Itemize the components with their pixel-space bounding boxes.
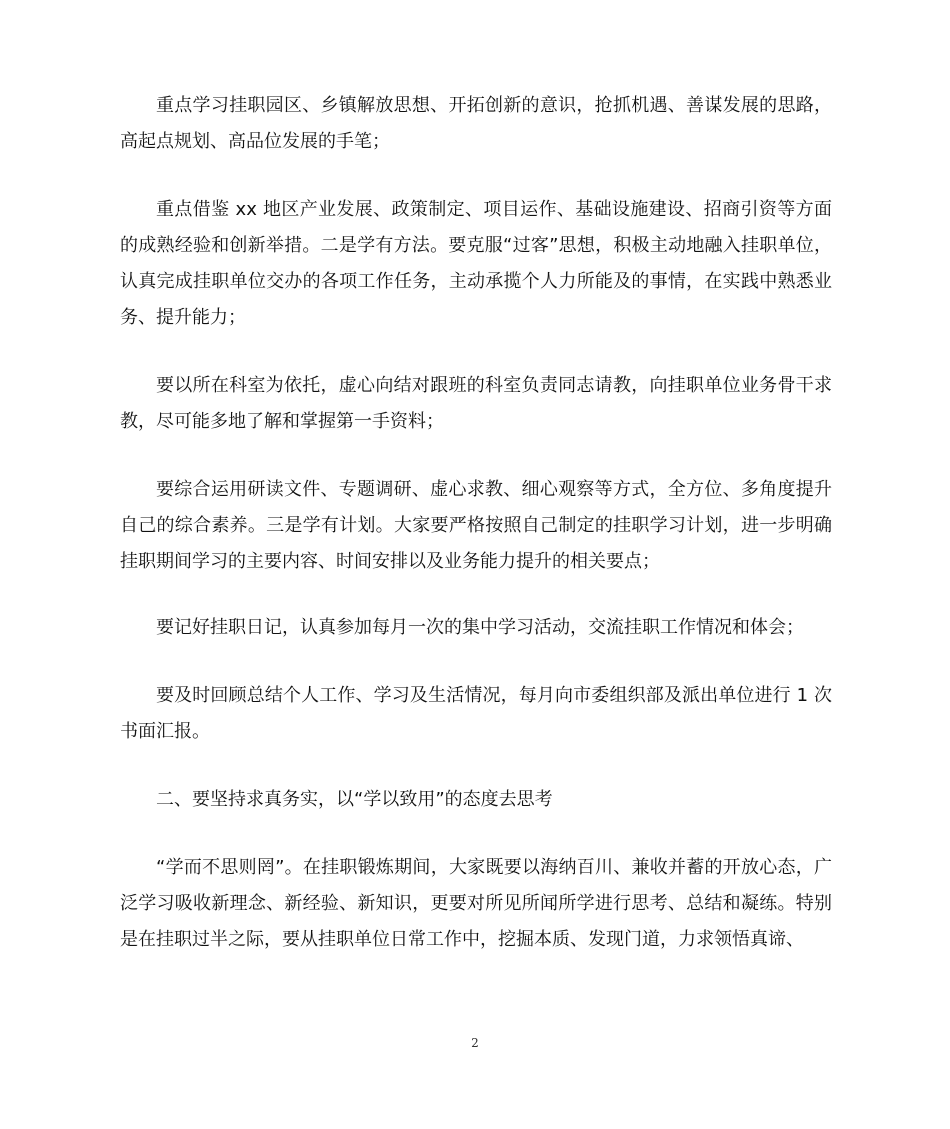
paragraph-2: 重点借鉴 xx 地区产业发展、政策制定、项目运作、基础设施建设、招商引资等方面的成熟经验和创新举措。二是学有方法。要克服“过客”思想，积极主动地融入挂职单位，认真完成挂职单位交办的各项工作任务，主动承揽个人力所能及的事情，在实践中熟悉业务、提升能力； — [120, 199, 832, 328]
paragraph-4: 要综合运用研读文件、专题调研、虚心求教、细心观察等方式，全方位、多角度提升自己的综合素养。三是学有计划。大家要严格按照自己制定的挂职学习计划，进一步明确挂职期间学习的主要内容、时间安排以及业务能力提升的相关要点； — [120, 479, 832, 572]
paragraph-6: 要及时回顾总结个人工作、学习及生活情况，每月向市委组织部及派出单位进行 1 次书面汇报。 — [120, 685, 832, 742]
paragraph-1: 重点学习挂职园区、乡镇解放思想、开拓创新的意识，抢抓机遇、善谋发展的思路，高起点规划、高品位发展的手笔； — [120, 95, 832, 152]
document-body — [120, 88, 832, 990]
paragraph-3: 要以所在科室为依托，虚心向结对跟班的科室负责同志请教，向挂职单位业务骨干求教，尽可能多地了解和掌握第一手资料； — [120, 375, 832, 432]
page-number: 2 — [471, 1036, 479, 1050]
section-heading: 二、要坚持求真务实，以“学以致用”的态度去思考 — [156, 789, 553, 810]
paragraph-5: 要记好挂职日记，认真参加每月一次的集中学习活动，交流挂职工作情况和体会； — [156, 617, 804, 638]
paragraph-8: “学而不思则罔”。在挂职锻炼期间，大家既要以海纳百川、兼收并蓄的开放心态，广泛学习吸收新理念、新经验、新知识，更要对所见所闻所学进行思考、总结和凝练。特别是在挂职过半之际，要从挂职单位日常工作中，挖掘本质、发现门道，力求领悟真谛、 — [120, 857, 832, 950]
